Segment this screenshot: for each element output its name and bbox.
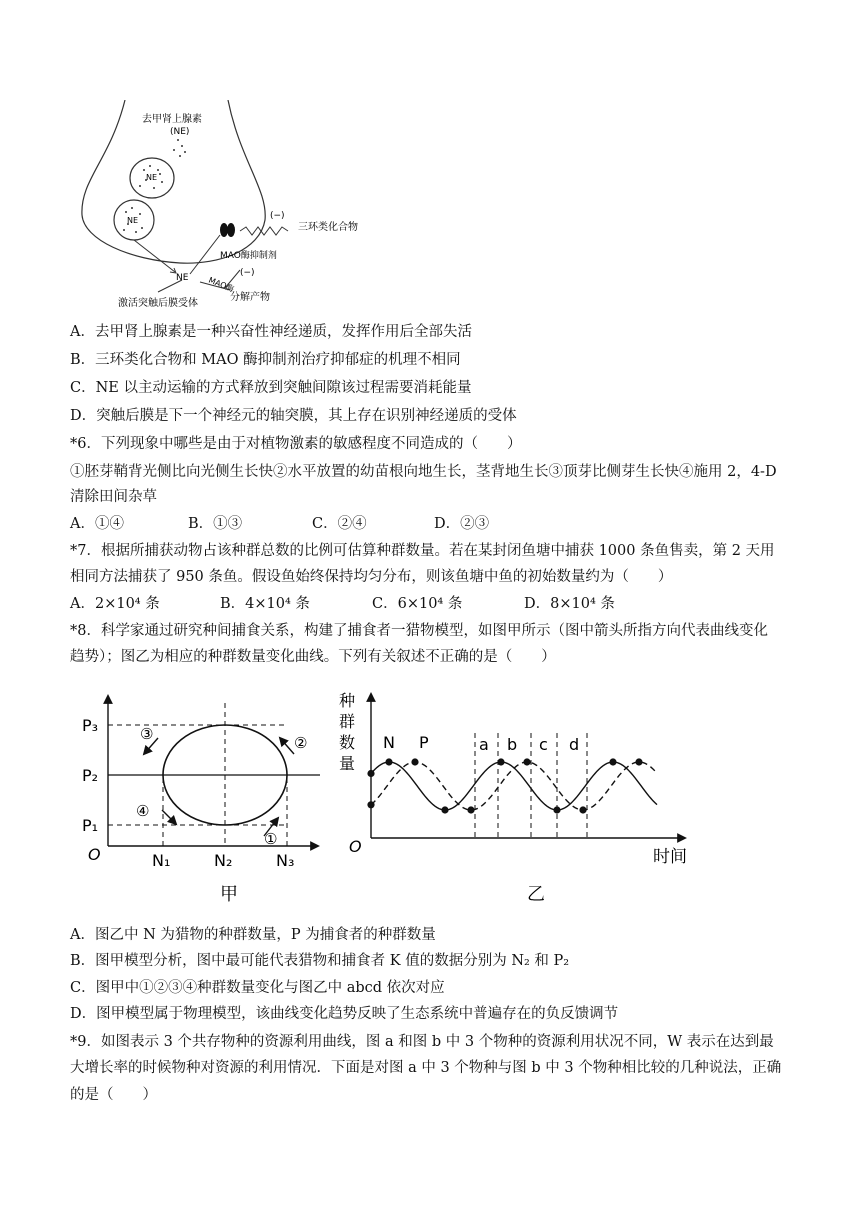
q7-stem-2: 相同方法捕获了 950 条鱼。假设鱼始终保持均匀分布，则该鱼塘中鱼的初始数量约为（ ） [70, 569, 673, 585]
q7-option-c: C．6×10⁴ 条 [372, 596, 463, 612]
yi-ylabel-3: 数 [339, 733, 356, 752]
ne-top-label: 去甲肾上腺素 [142, 114, 202, 125]
products-label: 分解产物 [230, 292, 270, 303]
q7-option-d: D．8×10⁴ 条 [524, 596, 615, 612]
q6-statements-2: 清除田间杂草 [70, 489, 157, 505]
yi-point-n [367, 770, 374, 777]
yi-ylabel-4: 量 [339, 754, 356, 773]
q5-option-d: D．突触后膜是下一个神经元的轴突膜，其上存在识别神经递质的受体 [70, 408, 517, 424]
yi-point-p [367, 801, 374, 808]
jia-x-tick-n1: N₁ [152, 851, 171, 870]
yi-point-p [523, 758, 530, 765]
jia-origin: O [88, 845, 101, 864]
yi-curve-p [371, 762, 657, 810]
yi-origin: O [349, 837, 362, 856]
jia-marker-2: ② [294, 734, 308, 752]
arrow-2 [280, 738, 294, 754]
q8-option-b: B．图甲模型分析，图中最可能代表猎物和捕食者 K 值的数据分别为 N₂ 和 P₂ [70, 953, 570, 969]
q9-stem-1: *9．如图表示 3 个共存物种的资源利用曲线，图 a 和图 b 中 3 个物种的资源利用状况不同，W 表示在达到最 [70, 1034, 774, 1050]
yi-point-n [609, 758, 616, 765]
jia-marker-3: ③ [140, 725, 154, 743]
tricyclic-label: 三环类化合物 [298, 222, 358, 233]
yi-curve-n [371, 762, 657, 810]
q6-option-d: D．②③ [434, 516, 490, 532]
yi-phase-b: b [507, 735, 518, 754]
yi-phase-c: c [539, 735, 548, 754]
q8-option-a: A．图乙中 N 为猎物的种群数量，P 为捕食者的种群数量 [70, 927, 436, 943]
q6-option-c: C．②④ [312, 516, 367, 532]
q7-stem-1: *7．根据所捕获动物占该种群总数的比例可估算种群数量。若在某封闭鱼塘中捕获 1000 条鱼售卖，第 2 天用 [70, 543, 775, 559]
activate-label: 激活突触后膜受体 [118, 298, 198, 309]
arrow-4 [162, 810, 176, 824]
svg-text:(NE): (NE) [170, 127, 190, 137]
yi-series-n: N [383, 733, 395, 752]
q8-option-d: D．图甲模型属于物理模型，该曲线变化趋势反映了生态系统中普遍存在的负反馈调节 [70, 1006, 619, 1022]
yi-point-n [385, 758, 392, 765]
yi-series-p: P [419, 733, 429, 752]
q6-option-b: B．①③ [188, 516, 243, 532]
q8-stem-2: 趋势）；图乙为相应的种群数量变化曲线。下列有关叙述不正确的是（ ） [70, 649, 556, 665]
mao-inhibitor-label: MAO酶抑制剂 [220, 251, 277, 261]
figure-yi [335, 688, 705, 913]
svg-text:MAO酶: MAO酶 [207, 275, 236, 294]
yi-phase-d: d [569, 735, 580, 754]
yi-point-p [467, 806, 474, 813]
jia-marker-1: ① [264, 830, 278, 848]
q7-option-b: B．4×10⁴ 条 [220, 596, 310, 612]
q8-option-c: C．图甲中①②③④种群数量变化与图乙中 abcd 依次对应 [70, 980, 445, 996]
yi-caption: 乙 [527, 884, 545, 905]
svg-text:NE: NE [176, 273, 189, 283]
q8-stem-1: *8．科学家通过研究种间捕食关系，构建了捕食者一猎物模型，如图甲所示（图中箭头所指方向代表曲线变化 [70, 623, 768, 639]
yi-point-p [411, 758, 418, 765]
yi-point-p [579, 806, 586, 813]
jia-y-tick-p2: P₂ [82, 766, 99, 785]
svg-text:NE: NE [146, 173, 158, 182]
figure-jia [78, 688, 328, 908]
svg-text:NE: NE [127, 216, 139, 225]
yi-phase-a: a [479, 735, 489, 754]
jia-caption: 甲 [220, 884, 238, 905]
synapse-figure [70, 100, 370, 315]
yi-point-p [635, 758, 642, 765]
yi-ylabel-2: 群 [339, 712, 356, 731]
q6-statements-1: ①胚芽鞘背光侧比向光侧生长快②水平放置的幼苗根向地生长，茎背地生长③顶芽比侧芽生长快④施用 2，4-D [70, 464, 777, 480]
q6-option-a: A．①④ [70, 516, 124, 532]
yi-xlabel: 时间 [653, 847, 687, 867]
yi-ylabel-1: 种 [339, 691, 356, 710]
q6-stem: *6．下列现象中哪些是由于对植物激素的敏感程度不同造成的（ ） [70, 436, 522, 452]
q9-stem-2: 大增长率的时候物种对资源的利用情况．下面是对图 a 中 3 个物种与图 b 中 3 个物种相比较的几种说法，正确 [70, 1060, 782, 1076]
jia-x-tick-n2: N₂ [214, 851, 233, 870]
transporter [220, 223, 228, 237]
q5-option-a: A．去甲肾上腺素是一种兴奋性神经递质，发挥作用后全部失活 [70, 324, 472, 340]
yi-point-n [441, 806, 448, 813]
jia-x-tick-n3: N₃ [276, 851, 295, 870]
q5-option-c: C．NE 以主动运输的方式释放到突触间隙该过程需要消耗能量 [70, 380, 472, 396]
svg-text:(−): (−) [240, 268, 255, 278]
yi-point-n [553, 806, 560, 813]
jia-y-tick-p3: P₃ [82, 716, 99, 735]
q5-option-b: B．三环类化合物和 MAO 酶抑制剂治疗抑郁症的机理不相同 [70, 352, 461, 368]
yi-point-n [497, 758, 504, 765]
jia-y-tick-p1: P₁ [82, 816, 99, 835]
jia-marker-4: ④ [136, 802, 150, 820]
svg-text:(−): (−) [270, 211, 285, 221]
q7-option-a: A．2×10⁴ 条 [70, 596, 160, 612]
q9-stem-3: 的是（ ） [70, 1087, 157, 1103]
